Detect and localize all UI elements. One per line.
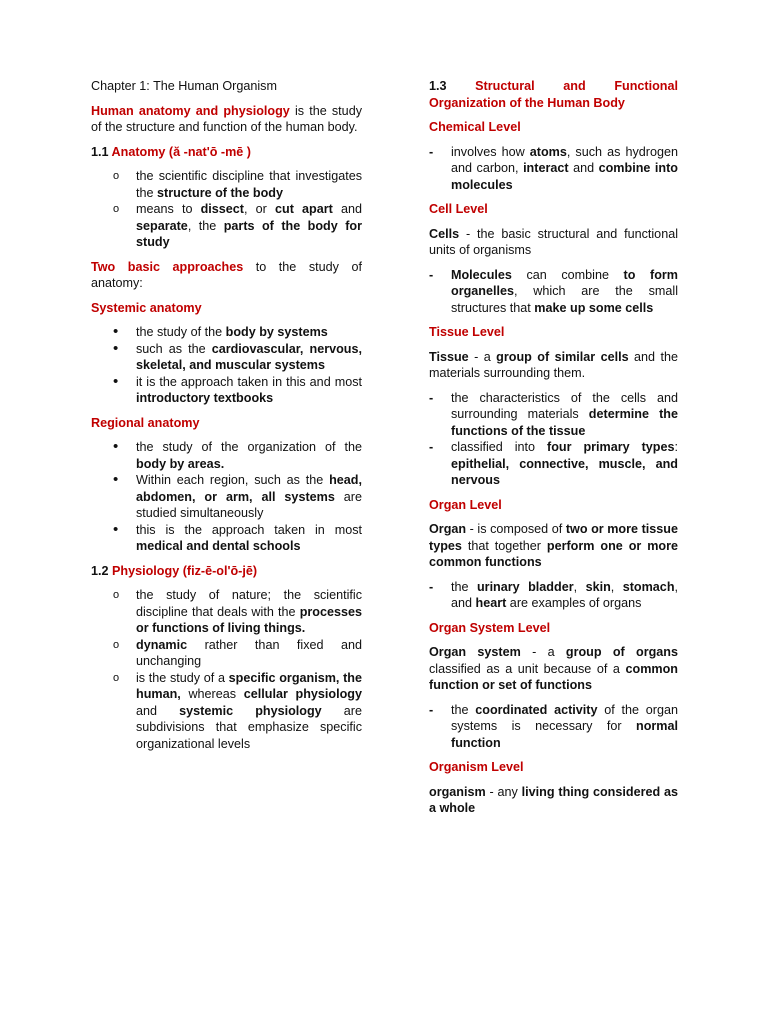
list-item: - the coordinated activity of the organ systems is necessary for normal function [429, 702, 678, 750]
regional-anatomy-heading: Regional anatomy [91, 415, 200, 430]
right-column [429, 78, 678, 825]
chemical-level-heading: Chemical Level [429, 120, 521, 134]
section-1-3-heading: 1.3 Structural and Functional Organization of the Human Body [429, 79, 678, 110]
section-1-2-heading: 1.2 Physiology (fiz-ē-ol'ō-jē) [91, 563, 258, 578]
chemical-level-list [429, 144, 678, 194]
list-item: • such as the cardiovascular, nervous, skeletal, and muscular systems [113, 339, 362, 372]
approaches-paragraph: Two basic approaches to the study of anatomy: [91, 259, 362, 290]
list-item: • it is the approach taken in this and most introductory textbooks [113, 372, 362, 405]
list-item: • Within each region, such as the head, abdomen, or arm, all systems are studied simultaneously [113, 471, 362, 520]
organism-definition: organism - any living thing considered as a whole [429, 784, 678, 815]
list-item: • this is the approach taken in most medical and dental schools [113, 520, 362, 553]
cell-definition: Cells - the basic structural and functional units of organisms [429, 226, 678, 257]
list-item: o the scientific discipline that investigates the structure of the body [113, 169, 362, 200]
list-item: o the study of nature; the scientific discipline that deals with the processes or functions of living things. [113, 588, 362, 635]
organ-system-level-list [429, 702, 678, 752]
list-item: - the characteristics of the cells and surrounding materials determine the functions of the tissue [429, 390, 678, 438]
list-item: • the study of the organization of the body by areas. [113, 438, 362, 471]
intro-paragraph: Human anatomy and physiology is the study of the structure and function of the human body. [91, 103, 362, 134]
organ-definition: Organ - is composed of two or more tissue types that together perform one or more common functions [429, 522, 679, 569]
section-1-1-heading: 1.1 Anatomy (ă -nat'ō -mē ) [91, 144, 251, 159]
organ-level-list [429, 579, 678, 612]
list-item: o means to dissect, or cut apart and separate, the parts of the body for study [113, 202, 363, 249]
intro-term: Human anatomy and physiology [91, 103, 290, 118]
cell-level-list [429, 267, 678, 317]
left-column [91, 78, 362, 760]
regional-anatomy-list [91, 439, 362, 555]
tissue-level-list [429, 390, 678, 489]
systemic-anatomy-heading: Systemic anatomy [91, 300, 202, 315]
organ-level-heading: Organ Level [429, 497, 502, 512]
tissue-definition: Tissue - a group of similar cells and the materials surrounding them. [429, 349, 678, 380]
list-item: • the study of the body by systems [113, 323, 328, 340]
organ-system-level-heading: Organ System Level [429, 620, 551, 635]
list-item: - classified into four primary types: epithelial, connective, muscle, and nervous [429, 440, 678, 487]
organism-level-heading: Organism Level [429, 760, 524, 774]
anatomy-list [91, 168, 362, 251]
organ-system-definition: Organ system - a group of organs classified as a unit because of a common function or set of functions [429, 645, 679, 692]
list-item: - the urinary bladder, skin, stomach, and heart are examples of organs [429, 579, 679, 610]
systemic-anatomy-list [91, 324, 362, 407]
list-item: - Molecules can combine to form organelles, which are the small structures that make up some cells [429, 267, 678, 315]
tissue-level-heading: Tissue Level [429, 325, 505, 339]
physiology-list [91, 587, 362, 752]
chapter-title: Chapter 1: The Human Organism [91, 79, 277, 93]
list-item: o dynamic rather than fixed and unchanging [113, 637, 362, 668]
cell-level-heading: Cell Level [429, 202, 488, 216]
list-item: o is the study of a specific organism, the human, whereas cellular physiology and systemic physiology are subdivisions that emphasize specific organizational levels [113, 670, 363, 751]
list-item: - involves how atoms, such as hydrogen and carbon, interact and combine into molecules [429, 144, 678, 192]
